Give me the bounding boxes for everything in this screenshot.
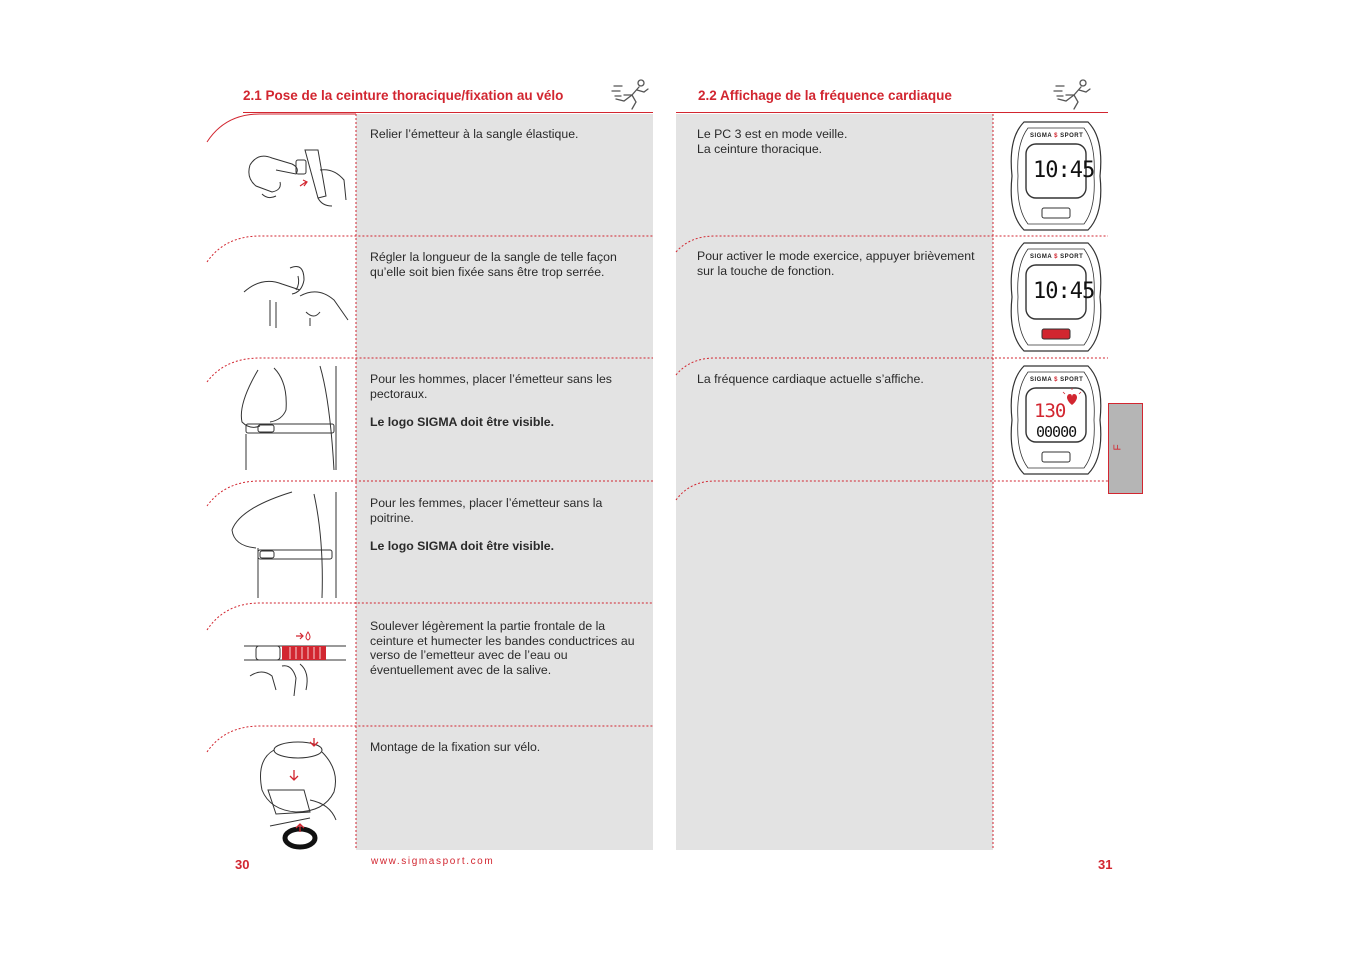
hands-connect-illustration: [249, 150, 346, 206]
watch-heart-rate: SIGMA $ SPORT 130 00000: [1004, 362, 1108, 478]
step-1-text: Relier l’émetteur à la sangle élastique.: [370, 127, 579, 141]
watch-lcd-counter: 00000: [1036, 423, 1077, 441]
hands-adjust-illustration: [244, 267, 348, 329]
watch-brand: SIGMA: [1030, 254, 1052, 260]
section-heading-2-1: 2.1 Pose de la ceinture thoracique/fixation au vélo: [243, 88, 564, 103]
page-number-left: 30: [235, 857, 250, 872]
step-4-note: Le logo SIGMA doit être visible.: [370, 539, 555, 553]
step-4-text: Pour les femmes, placer l’émetteur sans la poitrine.: [370, 496, 603, 525]
watch-lcd-heart-rate: 130: [1034, 400, 1066, 422]
step-text: [370, 496, 646, 554]
bike-mount-illustration: [261, 742, 337, 826]
step-5-text: Soulever légèrement la partie frontale de la ceinture et humecter les bandes conductrices au verso de l’emetteur avec de l’eau ou éventuellement avec de la salive.: [370, 619, 635, 677]
section-heading-2-2: 2.2 Affichage de la fréquence cardiaque: [698, 88, 952, 103]
step-3-note: Le logo SIGMA doit être visible.: [370, 415, 555, 429]
step-text: [370, 372, 640, 430]
step-text: [370, 250, 640, 279]
step-text: [370, 619, 650, 677]
step-text: [697, 249, 981, 278]
step-text: [370, 127, 646, 142]
watch-standby: SIGMA $ SPORT 10:45: [1004, 118, 1108, 234]
step-r3-text: La fréquence cardiaque actuelle s’affiche.: [697, 372, 924, 386]
watch-brand-sub: SPORT: [1060, 254, 1084, 260]
watch-brand: SIGMA: [1030, 133, 1052, 139]
step-3-text: Pour les hommes, placer l’émetteur sans les pectoraux.: [370, 372, 612, 401]
language-tab-label: F: [1112, 444, 1124, 451]
male-torso-illustration: [241, 366, 336, 470]
step-6-text: Montage de la fixation sur vélo.: [370, 740, 541, 754]
step-r2-text: Pour activer le mode exercice, appuyer brièvement sur la touche de fonction.: [697, 249, 975, 278]
step-text: [370, 740, 646, 755]
watch-brand: SIGMA: [1030, 377, 1052, 383]
page-number-right: 31: [1098, 857, 1113, 872]
step-2-text: Régler la longueur de la sangle de telle façon qu’elle soit bien fixée sans être trop serrée.: [370, 250, 617, 279]
language-tab: [1108, 403, 1143, 494]
step-r1-line1: Le PC 3 est en mode veille.: [697, 127, 848, 141]
watch-lcd-time: 10:45: [1033, 158, 1095, 183]
step-text: [697, 372, 981, 387]
step-text: [697, 127, 981, 156]
watch-exercise-activate: SIGMA $ SPORT 10:45: [1004, 239, 1108, 355]
watch-lcd-time: 10:45: [1033, 279, 1095, 304]
watch-brand-sub: SPORT: [1060, 377, 1084, 383]
website-url[interactable]: www.sigmasport.com: [371, 856, 495, 867]
female-torso-illustration: [232, 492, 336, 598]
watch-brand-sub: SPORT: [1060, 133, 1084, 139]
step-r1-line2: La ceinture thoracique.: [697, 141, 823, 156]
